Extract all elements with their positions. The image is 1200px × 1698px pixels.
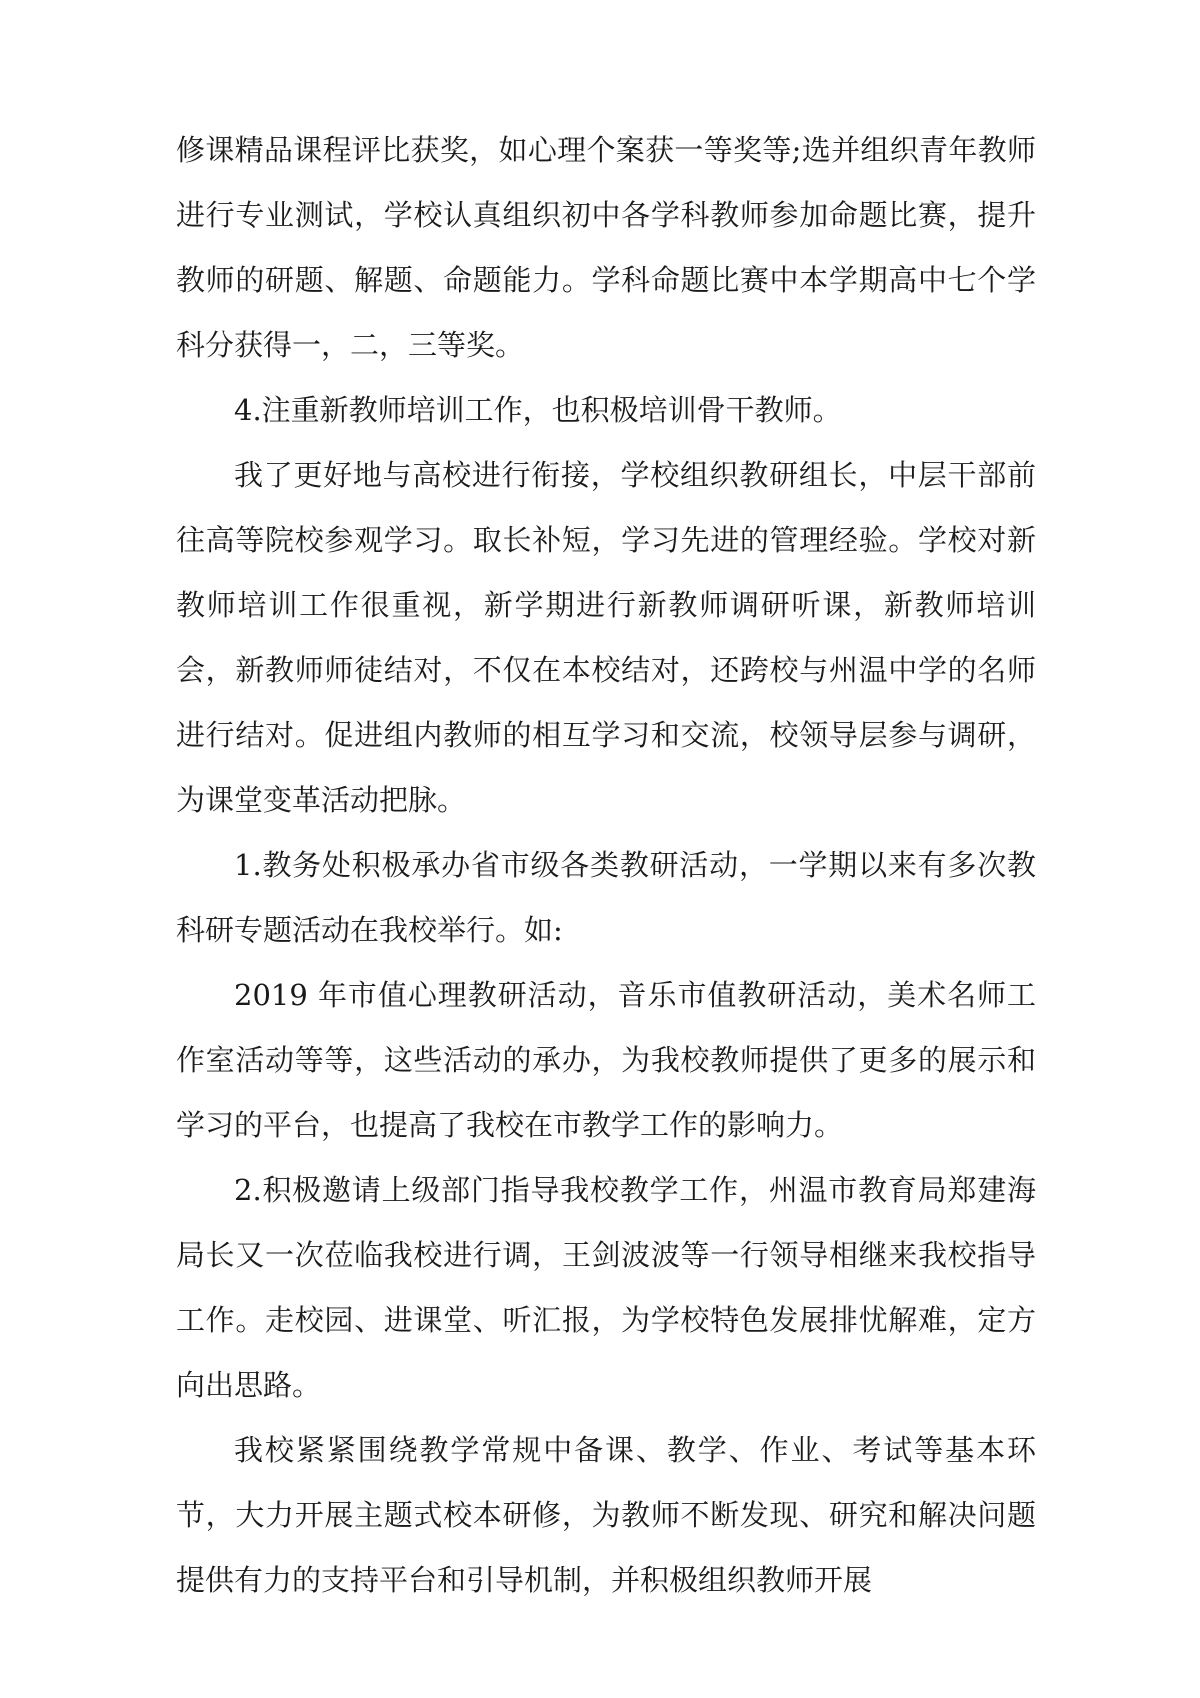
document-body (176, 118, 1036, 1613)
paragraph-6: 2.积极邀请上级部门指导我校教学工作，州温市教育局郑建海局长又一次莅临我校进行调，王剑波波等一行领导相继来我校指导工作。走校园、进课堂、听汇报，为学校特色发展排忧解难，定方向出思路。 (176, 1173, 1036, 1402)
paragraph-5: 2019 年市值心理教研活动，音乐市值教研活动，美术名师工作室活动等等，这些活动的承办，为我校教师提供了更多的展示和学习的平台，也提高了我校在市教学工作的影响力。 (176, 978, 1036, 1142)
paragraph-2-heading: 4.注重新教师培训工作，也积极培训骨干教师。 (234, 393, 842, 427)
paragraph-3: 我了更好地与高校进行衔接，学校组织教研组长，中层干部前往高等院校参观学习。取长补短，学习先进的管理经验。学校对新教师培训工作很重视，新学期进行新教师调研听课，新教师培训会，新教师师徒结对，不仅在本校结对，还跨校与州温中学的名师进行结对。促进组内教师的相互学习和交流，校领导层参与调研，为课堂变革活动把脉。 (176, 458, 1036, 817)
paragraph-1: 修课精品课程评比获奖，如心理个案获一等奖等;选并组织青年教师进行专业测试，学校认真组织初中各学科教师参加命题比赛，提升教师的研题、解题、命题能力。学科命题比赛中本学期高中七个学科分获得一，二，三等奖。 (176, 133, 1036, 362)
paragraph-4: 1.教务处积极承办省市级各类教研活动，一学期以来有多次教科研专题活动在我校举行。如: (176, 848, 1036, 947)
paragraph-7: 我校紧紧围绕教学常规中备课、教学、作业、考试等基本环节，大力开展主题式校本研修，为教师不断发现、研究和解决问题提供有力的支持平台和引导机制，并积极组织教师开展 (176, 1433, 1036, 1597)
